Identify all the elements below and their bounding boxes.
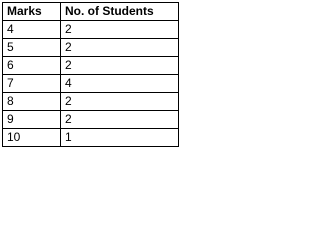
- table-row: [3, 39, 179, 57]
- table-row: [3, 75, 179, 93]
- students-cell: 2: [61, 93, 179, 111]
- students-cell: 4: [61, 75, 179, 93]
- marks-cell: 8: [3, 93, 61, 111]
- students-cell: 1: [61, 129, 179, 147]
- table-row: [3, 93, 179, 111]
- table-row: [3, 111, 179, 129]
- marks-cell: 4: [3, 21, 61, 39]
- marks-cell: 5: [3, 39, 61, 57]
- students-cell: 2: [61, 39, 179, 57]
- marks-cell: 10: [3, 129, 61, 147]
- marks-cell: 7: [3, 75, 61, 93]
- marks-cell: 6: [3, 57, 61, 75]
- table-row: [3, 21, 179, 39]
- table-row: [3, 129, 179, 147]
- students-cell: 2: [61, 111, 179, 129]
- students-cell: 2: [61, 21, 179, 39]
- marks-cell: 9: [3, 111, 61, 129]
- table-row: [3, 57, 179, 75]
- header-marks: Marks: [3, 3, 61, 21]
- students-cell: 2: [61, 57, 179, 75]
- header-no-of-students: No. of Students: [61, 3, 179, 21]
- table-header-row: [3, 3, 179, 21]
- marks-frequency-table: [2, 2, 179, 147]
